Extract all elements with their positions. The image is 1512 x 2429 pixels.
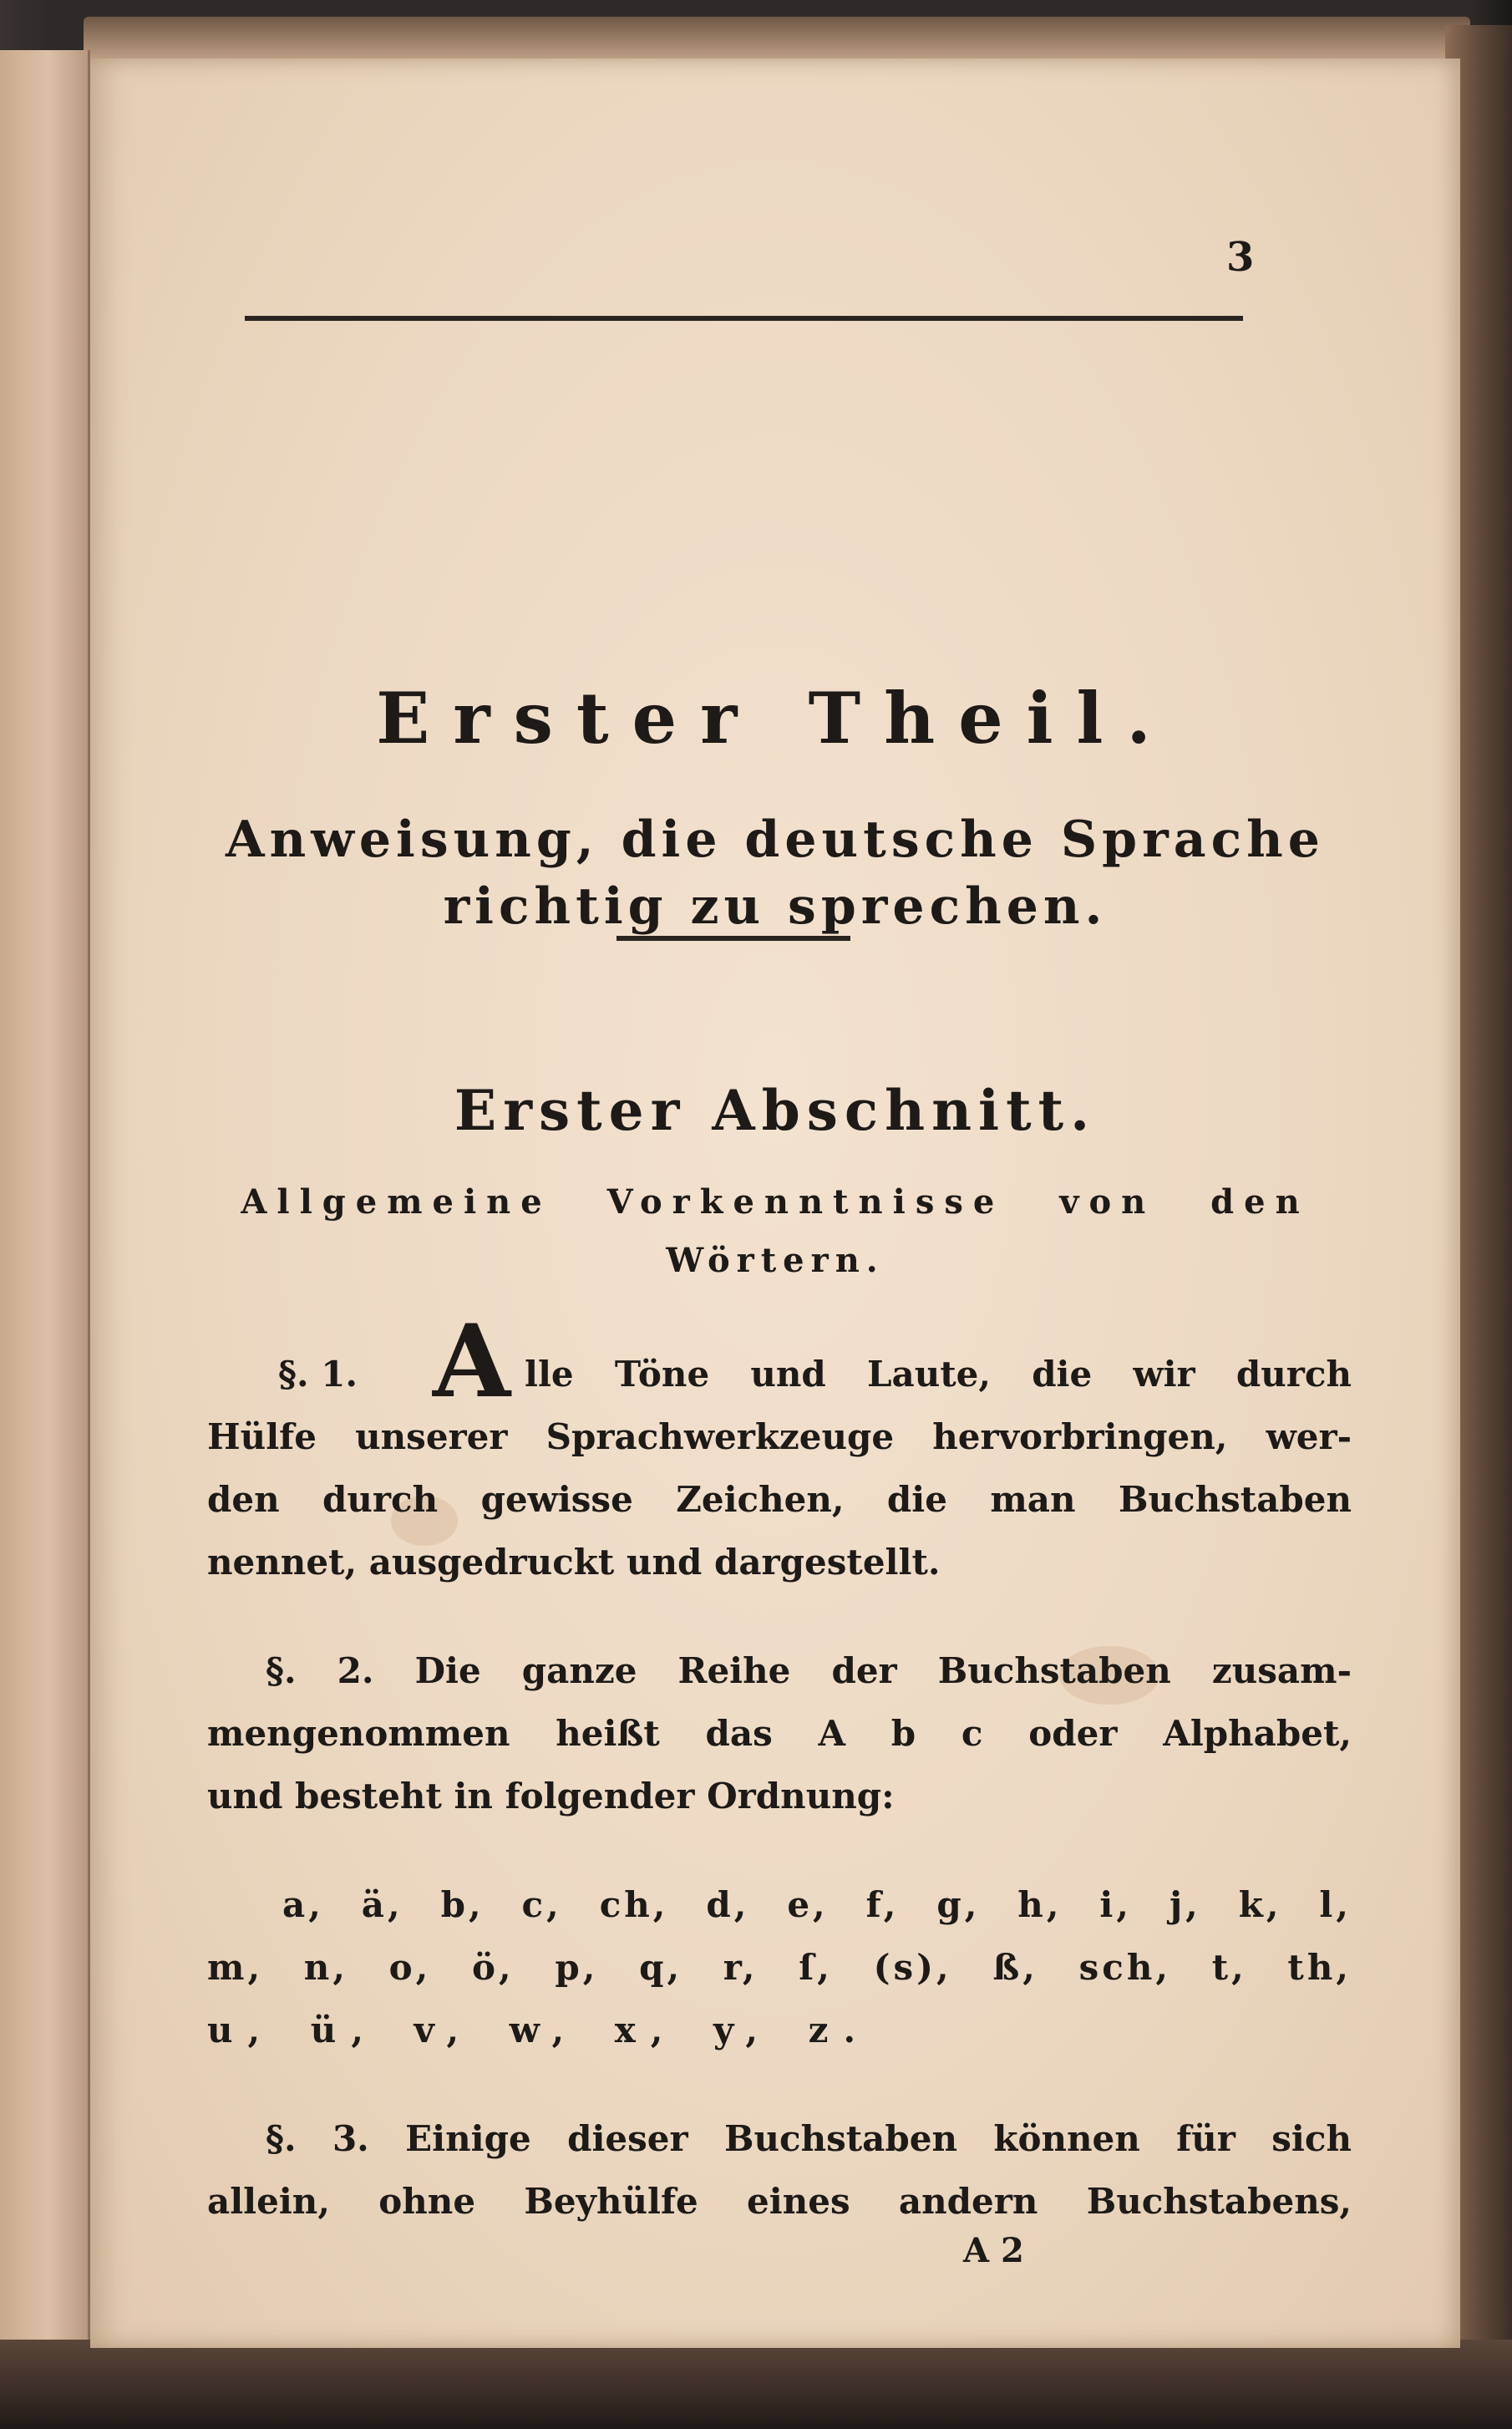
paragraph-2-line-3: und besteht in folgender Ordnung: bbox=[207, 1776, 895, 1817]
alphabet-line-2: m, n, o, ö, p, q, r, ſ, (s), ß, sch, t, th, bbox=[207, 1947, 1352, 1988]
drop-cap-initial: A bbox=[433, 1303, 511, 1420]
header-rule bbox=[245, 316, 1243, 321]
book-page bbox=[90, 58, 1460, 2348]
catchword-signature: A 2 bbox=[963, 2231, 1024, 2270]
section-subtitle-line-2: Wörtern. bbox=[666, 1241, 885, 1280]
paragraph-2-line-1: §. 2. Die ganze Reihe der Buchstaben zusam- bbox=[266, 1650, 1352, 1691]
alphabet-line-3: u, ü, v, w, x, y, z. bbox=[207, 2010, 871, 2050]
paragraph-1-line-4: nennet, ausgedruckt und dargestellt. bbox=[207, 1542, 941, 1583]
page-number: 3 bbox=[1226, 234, 1255, 281]
section-title: Erster Abschnitt. bbox=[454, 1078, 1097, 1143]
paragraph-1-line-3: den durch gewisse Zeichen, die man Buchstaben bbox=[207, 1479, 1352, 1520]
part-title: Erster Theil. bbox=[376, 677, 1175, 760]
book-cover-bottom-edge bbox=[0, 2340, 1512, 2429]
paragraph-1-line-2: Hülfe unserer Sprachwerkzeuge hervorbringen, wer- bbox=[207, 1416, 1352, 1457]
section-subtitle-line-1: Allgemeine Vorkenntnisse von den bbox=[241, 1182, 1310, 1222]
paragraph-2-line-2: mengenommen heißt das A b c oder Alphabet, bbox=[207, 1713, 1352, 1754]
part-subtitle-line-1: Anweisung, die deutsche Sprache bbox=[226, 811, 1325, 869]
part-subtitle-line-2: richtig zu sprechen. bbox=[443, 877, 1108, 936]
paragraph-1-line-1: lle Töne und Laute, die wir durch bbox=[525, 1354, 1352, 1395]
paragraph-3-line-2: allein, ohne Beyhülfe eines andern Buchstabens, bbox=[207, 2181, 1352, 2222]
alphabet-line-1: a, ä, b, c, ch, d, e, f, g, h, i, j, k, l, bbox=[282, 1884, 1352, 1925]
previous-page-edge bbox=[0, 50, 90, 2356]
section-divider-rule bbox=[616, 936, 850, 941]
paragraph-3-line-1: §. 3. Einige dieser Buchstaben können für sich bbox=[266, 2118, 1352, 2159]
paragraph-1-marker: §. 1. bbox=[278, 1354, 358, 1395]
